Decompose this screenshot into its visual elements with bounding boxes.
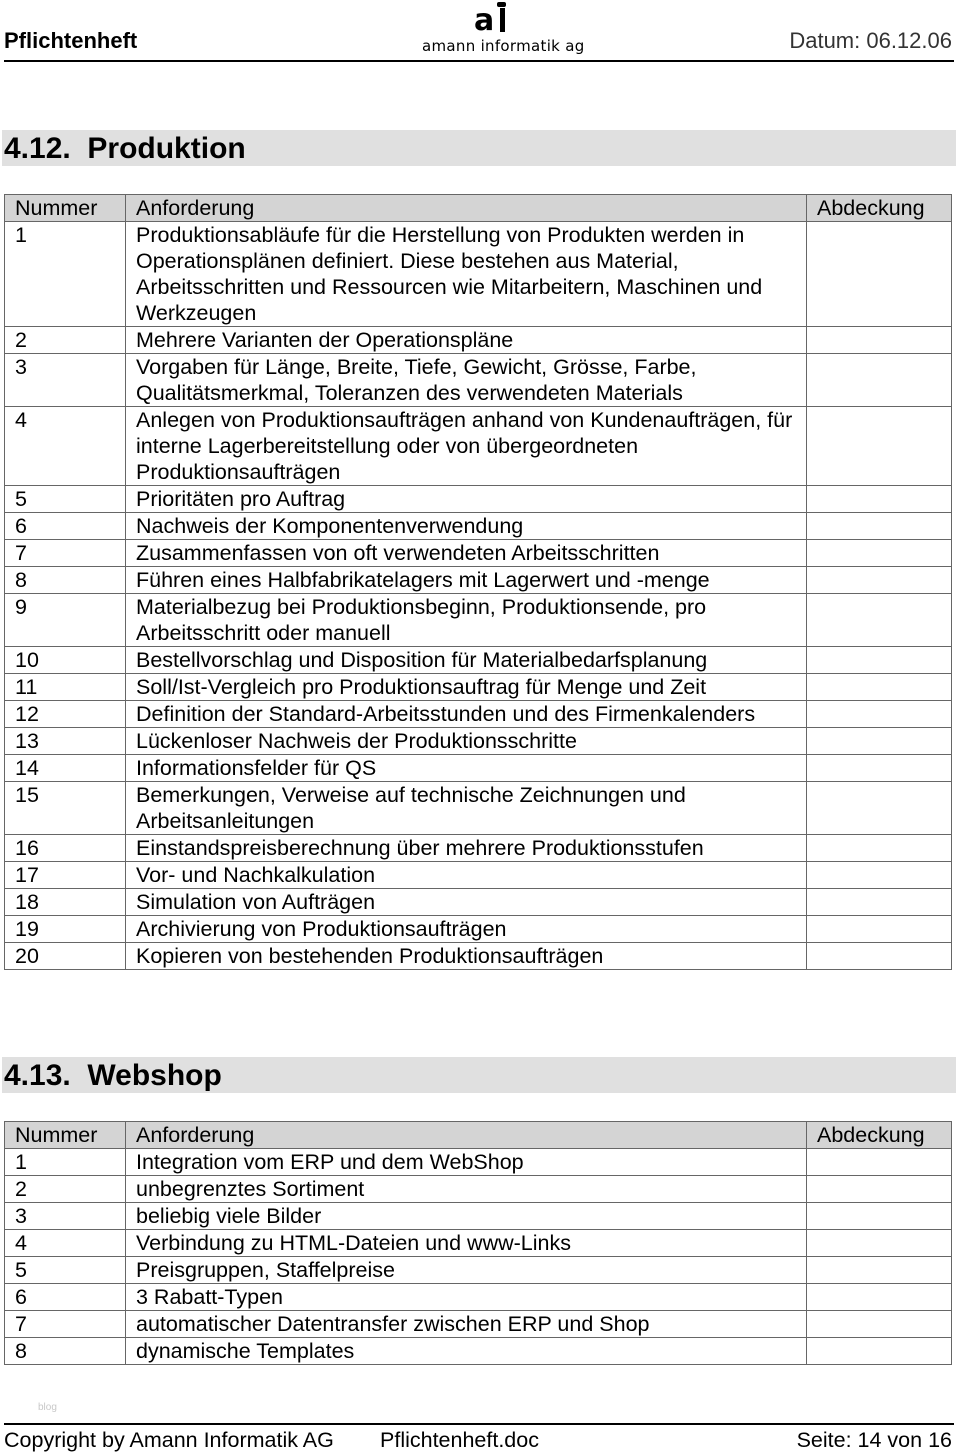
table-header-row	[5, 1122, 952, 1149]
table-row	[5, 1176, 952, 1203]
table-row	[5, 567, 952, 594]
cell-abdeckung	[807, 943, 952, 970]
cell-abdeckung	[807, 1149, 952, 1176]
table-row	[5, 1149, 952, 1176]
table-header-row	[5, 195, 952, 222]
cell-abdeckung	[807, 889, 952, 916]
page-footer	[4, 1423, 954, 1455]
cell-nummer: 13	[5, 728, 126, 755]
cell-anforderung: Bemerkungen, Verweise auf technische Zeichnungen und Arbeitsanleitungen	[126, 782, 807, 835]
requirements-table-produktion	[4, 194, 952, 970]
section-heading-produktion	[2, 130, 956, 166]
table-row	[5, 222, 952, 327]
cell-abdeckung	[807, 674, 952, 701]
cell-abdeckung	[807, 567, 952, 594]
column-header-nummer: Nummer	[5, 1122, 126, 1149]
cell-nummer: 6	[5, 513, 126, 540]
table-row	[5, 1230, 952, 1257]
table-row	[5, 674, 952, 701]
cell-nummer: 7	[5, 1311, 126, 1338]
table-row	[5, 354, 952, 407]
cell-anforderung: unbegrenztes Sortiment	[126, 1176, 807, 1203]
logo-mark-dot	[497, 2, 506, 7]
requirements-table-webshop	[4, 1121, 952, 1365]
column-header-anforderung: Anforderung	[126, 195, 807, 222]
cell-anforderung: Mehrere Varianten der Operationspläne	[126, 327, 807, 354]
table-row	[5, 1284, 952, 1311]
table-row	[5, 594, 952, 647]
cell-abdeckung	[807, 222, 952, 327]
cell-abdeckung	[807, 755, 952, 782]
table-row	[5, 889, 952, 916]
cell-nummer: 3	[5, 354, 126, 407]
cell-nummer: 8	[5, 567, 126, 594]
company-logo	[418, 2, 585, 58]
cell-nummer: 9	[5, 594, 126, 647]
table-row	[5, 862, 952, 889]
cell-anforderung: Prioritäten pro Auftrag	[126, 486, 807, 513]
table-row	[5, 835, 952, 862]
footer-page-number: Seite: 14 von 16	[796, 1428, 952, 1452]
cell-nummer: 19	[5, 916, 126, 943]
logo-letter: a	[474, 3, 495, 38]
cell-nummer: 7	[5, 540, 126, 567]
cell-nummer: 2	[5, 1176, 126, 1203]
document-title: Pflichtenheft	[4, 28, 138, 53]
cell-abdeckung	[807, 728, 952, 755]
table-row	[5, 327, 952, 354]
cell-anforderung: Einstandspreisberechnung über mehrere Produktionsstufen	[126, 835, 807, 862]
cell-abdeckung	[807, 327, 952, 354]
cell-abdeckung	[807, 1311, 952, 1338]
cell-abdeckung	[807, 486, 952, 513]
table-row	[5, 513, 952, 540]
table-row	[5, 728, 952, 755]
cell-anforderung: Produktionsabläufe für die Herstellung von Produkten werden in Operationsplänen definiert. Diese bestehen aus Material, Arbeitsschritten und Ressourcen wie Mitarbeitern, Maschinen und Werkzeugen	[126, 222, 807, 327]
cell-anforderung: Vorgaben für Länge, Breite, Tiefe, Gewicht, Grösse, Farbe, Qualitätsmerkmal, Toleranzen des verwendeten Materials	[126, 354, 807, 407]
cell-nummer: 15	[5, 782, 126, 835]
table-row	[5, 486, 952, 513]
cell-abdeckung	[807, 916, 952, 943]
cell-anforderung: automatischer Datentransfer zwischen ERP und Shop	[126, 1311, 807, 1338]
cell-anforderung: Verbindung zu HTML-Dateien und www-Links	[126, 1230, 807, 1257]
cell-nummer: 14	[5, 755, 126, 782]
table-row	[5, 916, 952, 943]
section-title: 4.12. Produktion	[4, 132, 246, 165]
cell-anforderung: dynamische Templates	[126, 1338, 807, 1365]
cell-abdeckung	[807, 782, 952, 835]
cell-abdeckung	[807, 647, 952, 674]
table-row	[5, 943, 952, 970]
cell-nummer: 18	[5, 889, 126, 916]
cell-nummer: 1	[5, 222, 126, 327]
cell-anforderung: Vor- und Nachkalkulation	[126, 862, 807, 889]
cell-nummer: 3	[5, 1203, 126, 1230]
cell-abdeckung	[807, 1230, 952, 1257]
cell-nummer: 20	[5, 943, 126, 970]
cell-nummer: 10	[5, 647, 126, 674]
cell-abdeckung	[807, 1284, 952, 1311]
cell-nummer: 1	[5, 1149, 126, 1176]
footer-copyright: Copyright by Amann Informatik AG	[4, 1428, 334, 1452]
cell-nummer: 17	[5, 862, 126, 889]
cell-abdeckung	[807, 701, 952, 728]
cell-nummer: 12	[5, 701, 126, 728]
cell-nummer: 11	[5, 674, 126, 701]
cell-abdeckung	[807, 1203, 952, 1230]
column-header-abdeckung: Abdeckung	[807, 1122, 952, 1149]
cell-abdeckung	[807, 594, 952, 647]
table-row	[5, 647, 952, 674]
section-title: 4.13. Webshop	[4, 1059, 222, 1092]
cell-anforderung: Materialbezug bei Produktionsbeginn, Produktionsende, pro Arbeitsschritt oder manuell	[126, 594, 807, 647]
table-row	[5, 782, 952, 835]
cell-nummer: 5	[5, 486, 126, 513]
cell-abdeckung	[807, 1338, 952, 1365]
cell-nummer: 8	[5, 1338, 126, 1365]
cell-anforderung: Informationsfelder für QS	[126, 755, 807, 782]
page-header	[4, 0, 954, 62]
cell-nummer: 2	[5, 327, 126, 354]
cell-abdeckung	[807, 513, 952, 540]
cell-anforderung: Zusammenfassen von oft verwendeten Arbeitsschritten	[126, 540, 807, 567]
cell-abdeckung	[807, 835, 952, 862]
cell-abdeckung	[807, 540, 952, 567]
cell-abdeckung	[807, 407, 952, 486]
watermark-text: blog	[38, 1402, 57, 1413]
cell-nummer: 16	[5, 835, 126, 862]
table-row	[5, 407, 952, 486]
cell-nummer: 5	[5, 1257, 126, 1284]
cell-anforderung: Soll/Ist-Vergleich pro Produktionsauftrag für Menge und Zeit	[126, 674, 807, 701]
logo-text: amann informatik ag	[422, 37, 585, 55]
cell-nummer: 4	[5, 407, 126, 486]
cell-nummer: 6	[5, 1284, 126, 1311]
cell-abdeckung	[807, 1257, 952, 1284]
document-date: Datum: 06.12.06	[789, 28, 952, 53]
cell-anforderung: Archivierung von Produktionsaufträgen	[126, 916, 807, 943]
cell-anforderung: Lückenloser Nachweis der Produktionsschritte	[126, 728, 807, 755]
column-header-abdeckung: Abdeckung	[807, 195, 952, 222]
cell-anforderung: Preisgruppen, Staffelpreise	[126, 1257, 807, 1284]
cell-anforderung: Integration vom ERP und dem WebShop	[126, 1149, 807, 1176]
cell-nummer: 4	[5, 1230, 126, 1257]
section-heading-webshop	[2, 1057, 956, 1093]
column-header-nummer: Nummer	[5, 195, 126, 222]
table-row	[5, 755, 952, 782]
cell-anforderung: Anlegen von Produktionsaufträgen anhand von Kundenaufträgen, für interne Lagerbereitstellung oder von übergeordneten Produktionsaufträgen	[126, 407, 807, 486]
cell-anforderung: Führen eines Halbfabrikatelagers mit Lagerwert und -menge	[126, 567, 807, 594]
cell-anforderung: Kopieren von bestehenden Produktionsaufträgen	[126, 943, 807, 970]
footer-filename: Pflichtenheft.doc	[380, 1428, 539, 1452]
table-row	[5, 1203, 952, 1230]
table-row	[5, 1338, 952, 1365]
cell-anforderung: Definition der Standard-Arbeitsstunden und des Firmenkalenders	[126, 701, 807, 728]
cell-abdeckung	[807, 354, 952, 407]
table-row	[5, 1257, 952, 1284]
cell-abdeckung	[807, 862, 952, 889]
table-row	[5, 701, 952, 728]
column-header-anforderung: Anforderung	[126, 1122, 807, 1149]
cell-anforderung: Simulation von Aufträgen	[126, 889, 807, 916]
logo-mark-bar	[500, 8, 505, 32]
cell-anforderung: 3 Rabatt-Typen	[126, 1284, 807, 1311]
table-row	[5, 540, 952, 567]
table-row	[5, 1311, 952, 1338]
cell-anforderung: beliebig viele Bilder	[126, 1203, 807, 1230]
cell-abdeckung	[807, 1176, 952, 1203]
cell-anforderung: Nachweis der Komponentenverwendung	[126, 513, 807, 540]
cell-anforderung: Bestellvorschlag und Disposition für Materialbedarfsplanung	[126, 647, 807, 674]
